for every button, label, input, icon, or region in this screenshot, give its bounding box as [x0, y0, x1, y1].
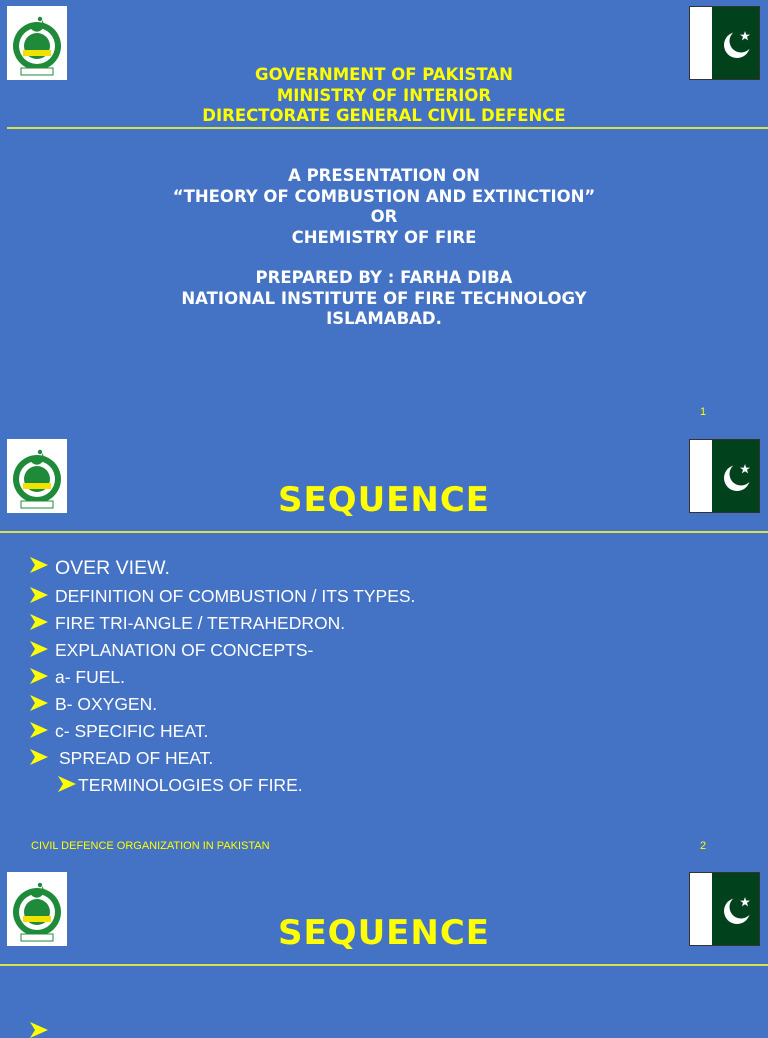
slide-3	[0, 866, 768, 1024]
prepared-by: PREPARED BY : FARHA DIBA	[255, 268, 513, 287]
slide-2	[0, 433, 768, 866]
arrow-bullet-icon	[30, 695, 48, 711]
institute-city: ISLAMABAD.	[326, 309, 442, 328]
arrow-bullet-icon	[30, 1022, 48, 1038]
arrow-bullet-icon	[30, 641, 48, 657]
bullet-list	[30, 553, 415, 799]
list-item: DEFINITION OF COMBUSTION / ITS TYPES.	[30, 583, 415, 610]
arrow-bullet-icon	[30, 668, 48, 684]
page-number: 2	[700, 840, 707, 852]
presentation-subtopic: CHEMISTRY OF FIRE	[291, 227, 477, 247]
arrow-bullet-icon	[58, 776, 76, 792]
list-item: c- SPECIFIC HEAT.	[30, 718, 415, 745]
header-directorate: DIRECTORATE GENERAL CIVIL DEFENCE	[202, 106, 566, 125]
list-item: SPREAD OF HEAT.	[30, 745, 415, 772]
page-number: 1	[700, 406, 707, 418]
presentation-topic: “THEORY OF COMBUSTION AND EXTINCTION”	[172, 186, 596, 206]
list-item: a- FUEL.	[30, 664, 415, 691]
arrow-bullet-icon	[30, 722, 48, 738]
list-item: B- OXYGEN.	[30, 691, 415, 718]
list-item: EXPLANATION OF CONCEPTS-	[30, 637, 415, 664]
arrow-bullet-icon	[30, 614, 48, 630]
institute-name: NATIONAL INSTITUTE OF FIRE TECHNOLOGY	[181, 288, 587, 308]
list-item: OVER VIEW.	[30, 553, 415, 583]
divider-line	[0, 531, 768, 533]
slide-title: SEQUENCE	[277, 480, 491, 520]
list-item: TERMINOLOGIES OF FIRE.	[30, 772, 415, 799]
slide-title: SEQUENCE	[277, 913, 491, 953]
arrow-bullet-icon	[30, 587, 48, 603]
header-government: GOVERNMENT OF PAKISTAN	[255, 65, 513, 84]
list-item: FIRE TRI-ANGLE / TETRAHEDRON.	[30, 610, 415, 637]
arrow-bullet-icon	[30, 749, 48, 765]
footer-text: CIVIL DEFENCE ORGANIZATION IN PAKISTAN	[31, 840, 270, 852]
presentation-on: A PRESENTATION ON	[288, 166, 480, 185]
header-ministry: MINISTRY OF INTERIOR	[276, 85, 492, 105]
divider-line	[7, 127, 768, 129]
arrow-bullet-icon	[30, 557, 48, 573]
presentation-or: OR	[370, 207, 398, 226]
divider-line	[0, 964, 768, 966]
slide-1	[0, 0, 768, 433]
